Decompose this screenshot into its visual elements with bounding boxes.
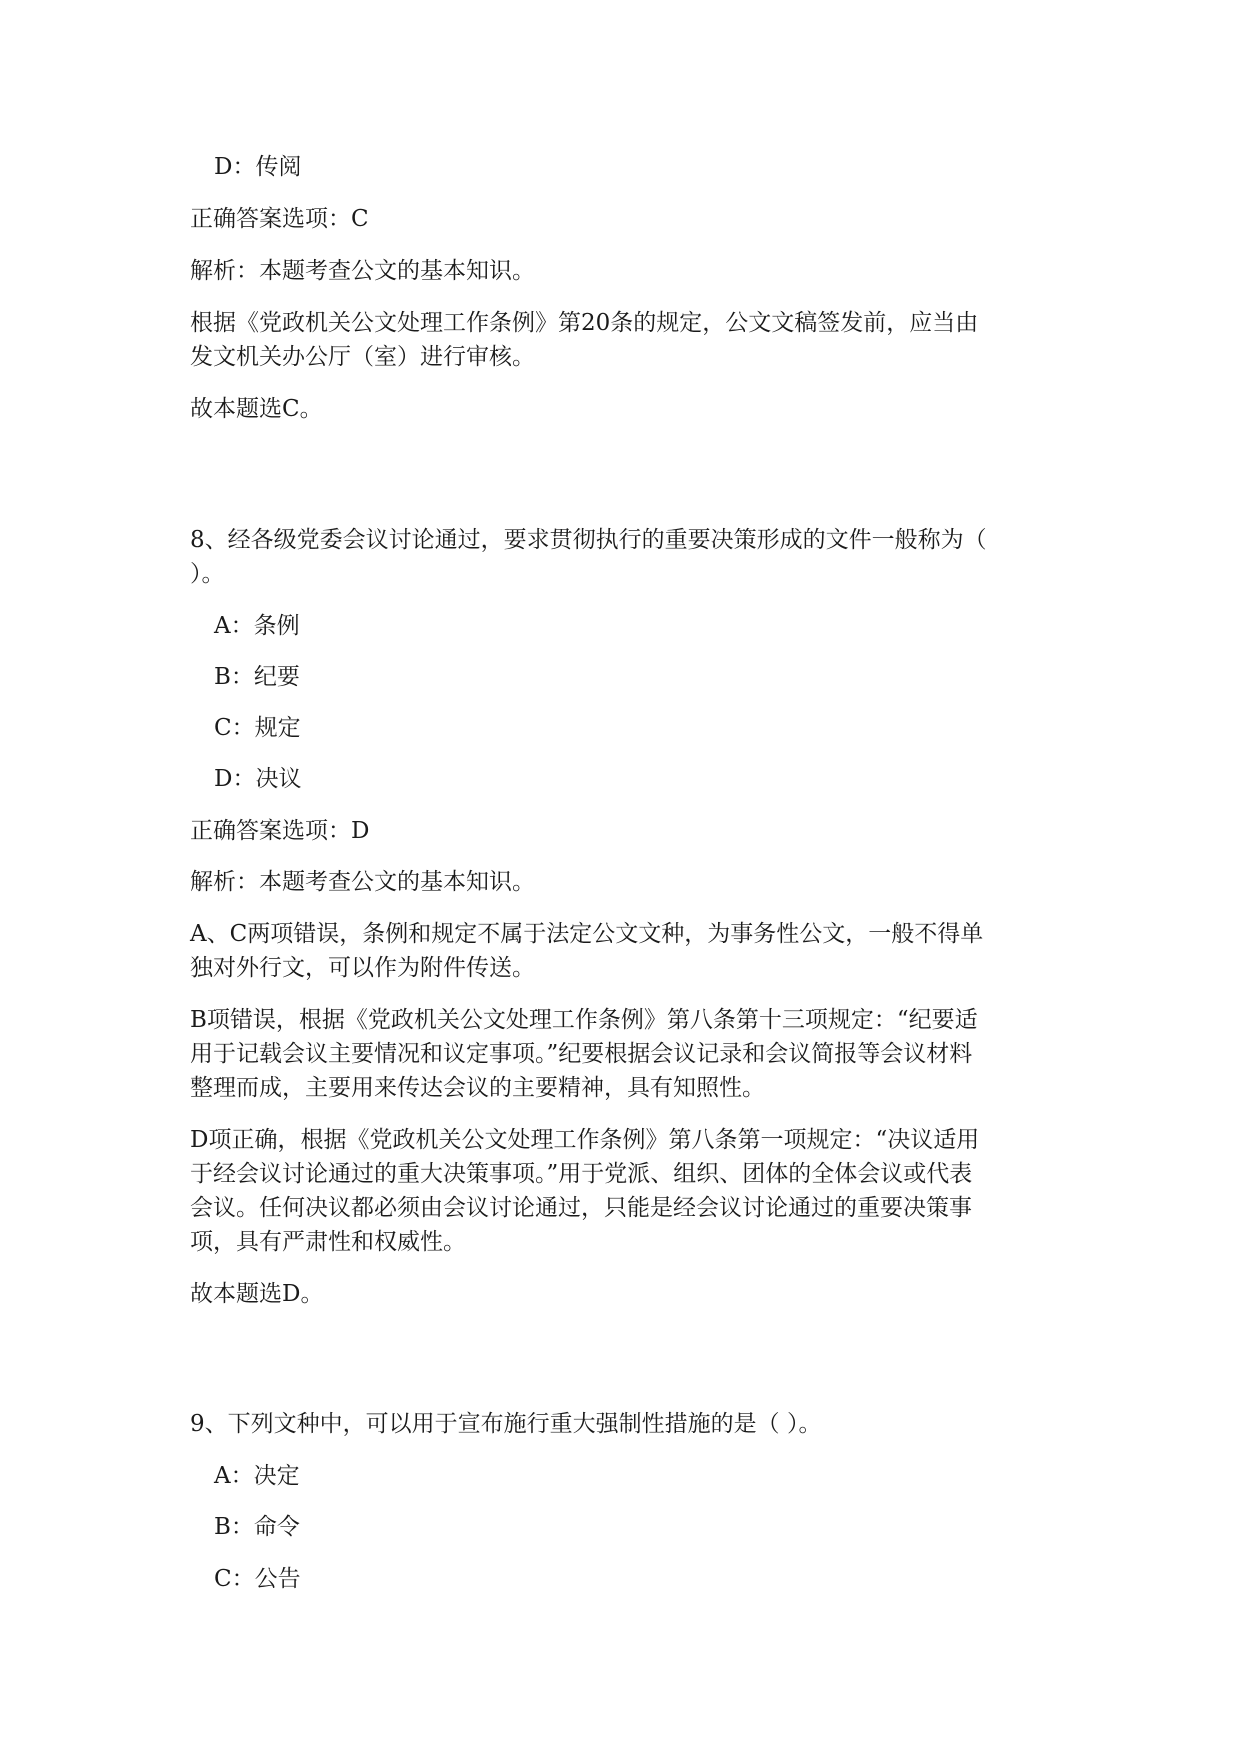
q8-analysis-p3-line4: 项，具有严肃性和权威性。 xyxy=(190,1229,466,1255)
q8-analysis-p3-line3: 会议。任何决议都必须由会议讨论通过，只能是经会议讨论通过的重要决策事 xyxy=(190,1195,972,1221)
q8-analysis-p1-line1: A、C两项错误，条例和规定不属于法定公文文种，为事务性公文，一般不得单 xyxy=(190,921,984,947)
prev-analysis-line1: 根据《党政机关公文处理工作条例》第20条的规定，公文文稿签发前，应当由 xyxy=(190,310,979,336)
q9-option-b: B：命令 xyxy=(214,1514,300,1540)
q8-analysis-p3-line2: 于经会议讨论通过的重大决策事项。”用于党派、组织、团体的全体会议或代表 xyxy=(190,1161,973,1187)
q8-analysis-p2-line2: 用于记载会议主要情况和议定事项。”纪要根据会议记录和会议简报等会议材料 xyxy=(190,1041,973,1067)
q9-option-a: A：决定 xyxy=(214,1463,300,1489)
q8-option-a: A：条例 xyxy=(214,613,300,639)
q8-analysis-p2-line1: B项错误，根据《党政机关公文处理工作条例》第八条第十三项规定：“纪要适 xyxy=(190,1007,978,1033)
prev-analysis-intro: 解析：本题考查公文的基本知识。 xyxy=(190,258,535,284)
q8-option-c: C：规定 xyxy=(214,715,301,741)
q8-analysis-p3-line1: D项正确，根据《党政机关公文处理工作条例》第八条第一项规定：“决议适用 xyxy=(190,1127,980,1153)
q8-analysis-p2-line3: 整理而成，主要用来传达会议的主要精神，具有知照性。 xyxy=(190,1075,765,1101)
q8-conclusion: 故本题选D。 xyxy=(190,1281,324,1307)
prev-analysis-line2: 发文机关办公厅（室）进行审核。 xyxy=(190,344,535,370)
prev-answer: 正确答案选项：C xyxy=(190,206,369,232)
q8-stem-line1: 8、经各级党委会议讨论通过，要求贯彻执行的重要决策形成的文件一般称为（ xyxy=(190,527,987,553)
q8-analysis-p1-line2: 独对外行文，可以作为附件传送。 xyxy=(190,955,535,981)
q8-answer: 正确答案选项：D xyxy=(190,818,370,844)
q8-option-b: B：纪要 xyxy=(214,664,300,690)
q8-analysis-intro: 解析：本题考查公文的基本知识。 xyxy=(190,869,535,895)
q9-stem: 9、下列文种中，可以用于宣布施行重大强制性措施的是（ ）。 xyxy=(190,1411,822,1437)
q8-option-d: D：决议 xyxy=(214,766,302,792)
prev-conclusion: 故本题选C。 xyxy=(190,396,323,422)
prev-option-d: D：传阅 xyxy=(214,154,302,180)
q8-stem-line2: ）。 xyxy=(190,561,225,587)
q9-option-c: C：公告 xyxy=(214,1566,301,1592)
